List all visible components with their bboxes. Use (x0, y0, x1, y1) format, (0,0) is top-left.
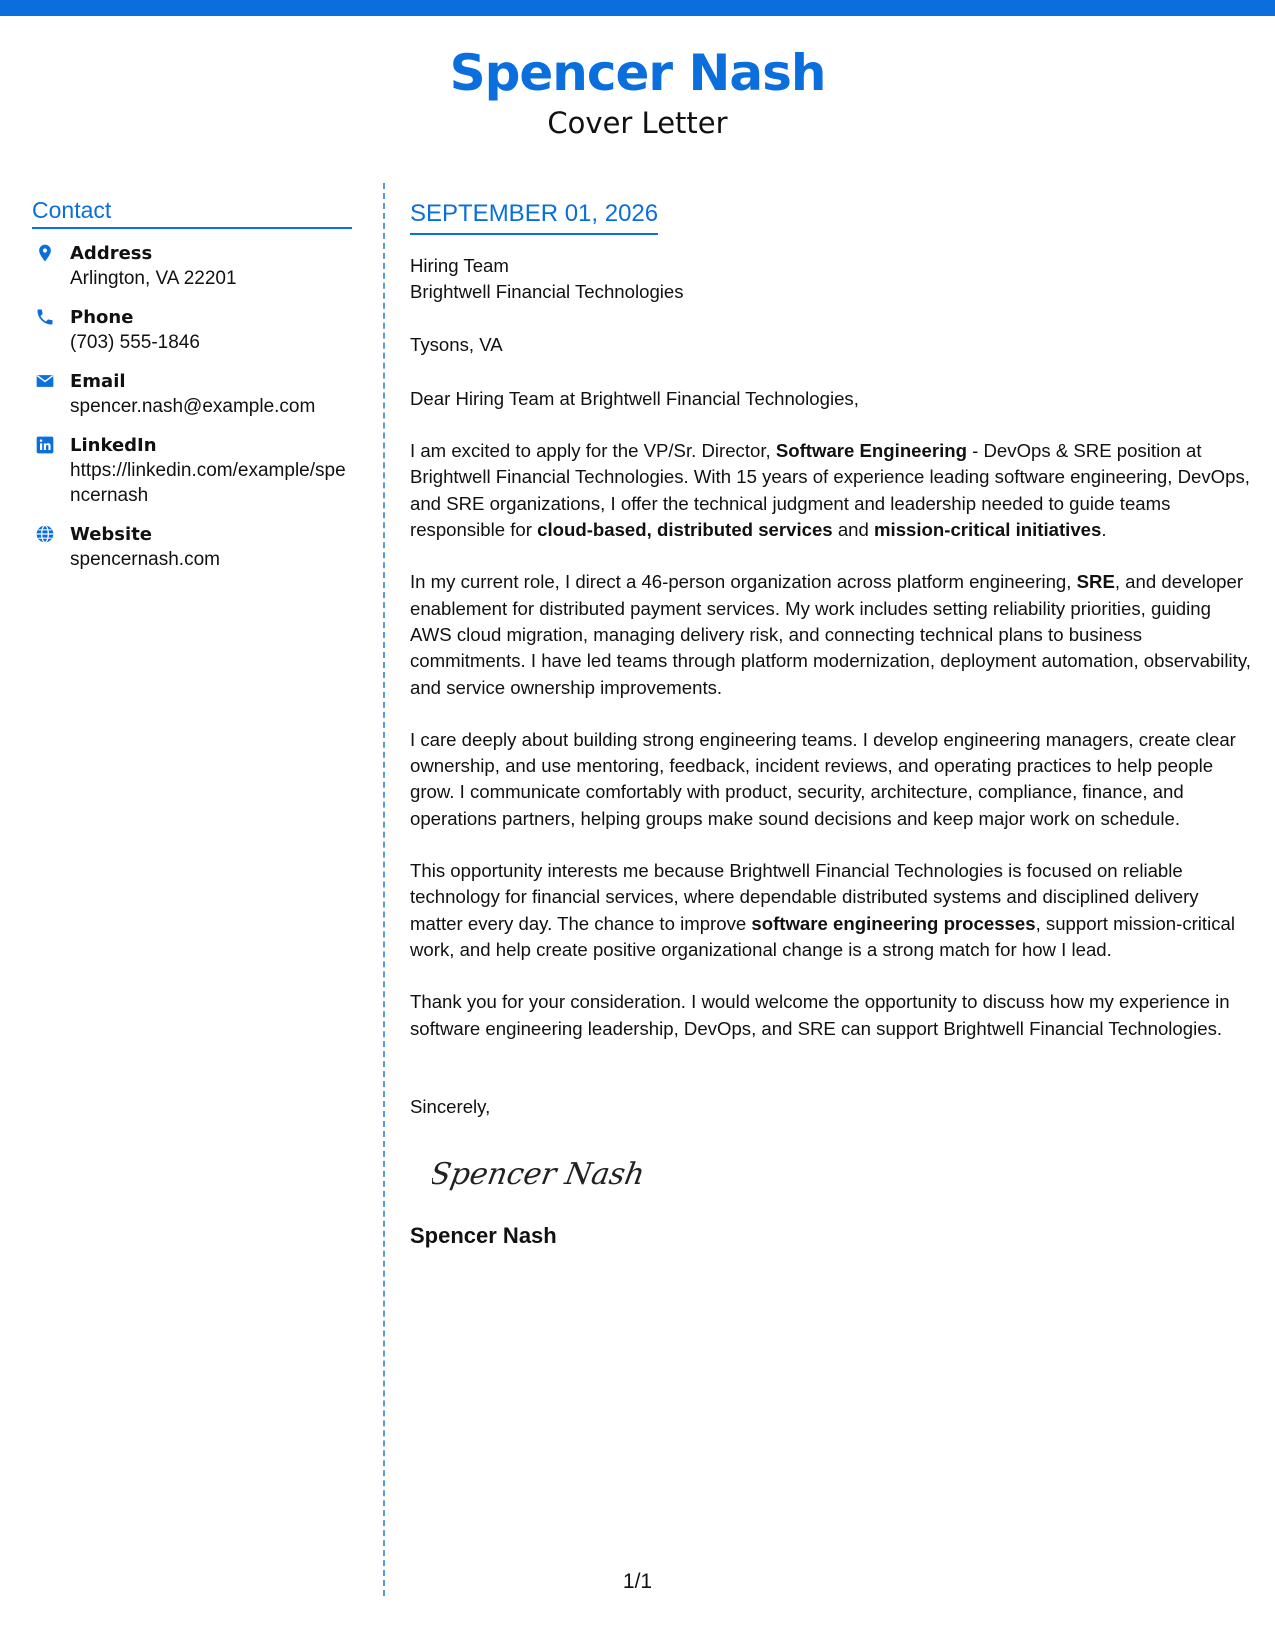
contact-label: Address (70, 243, 153, 264)
bold-run: Software Engineering (775, 440, 967, 462)
contact-heading: Contact (32, 196, 352, 229)
recipient-block (410, 253, 1252, 306)
text-run: and (832, 519, 875, 541)
recipient-line: Hiring Team (410, 255, 509, 276)
bold-run: software engineering processes (751, 912, 1036, 934)
contact-sidebar (32, 196, 352, 586)
text-run: . (1101, 519, 1107, 541)
text-run: I am excited to apply for the VP/Sr. Director, (410, 440, 776, 462)
paragraph-thanks: Thank you for your consideration. I would welcome the opportunity to discuss how my experience in software engineering leadership, DevOps, and SRE can support Brightwell Financial Technologies. (410, 991, 1230, 1039)
salutation: Dear Hiring Team at Brightwell Financial Technologies, (410, 387, 859, 409)
signer-name: Spencer Nash (410, 1223, 557, 1249)
text-run: , and developer enablement for distributed payment services. My work includes setting reliability priorities, guiding AWS cloud migration, managing delivery risk, and connecting technical plans to business commitments. I have led teams through platform modernization, deployment automation, observability, and service ownership improvements. (410, 571, 1251, 698)
address-value: Arlington, VA 22201 (70, 268, 237, 289)
page-number: 1/1 (622, 1570, 653, 1593)
bold-run: SRE (1076, 571, 1115, 593)
contact-item-website (32, 522, 352, 572)
contact-item-phone (32, 305, 352, 355)
linkedin-icon (35, 435, 55, 455)
contact-item-address (32, 241, 352, 291)
bold-run: mission-critical initiatives (874, 519, 1102, 541)
letter-date: SEPTEMBER 01, 2026 (410, 198, 658, 235)
letter-header (0, 40, 1275, 140)
text-run: - DevOps & SRE position at Brightwell Financial Technologies. With 15 years of experience leading software engineering, DevOps, and SRE organizations, I offer the technical judgment and leadership needed to guide teams responsible for (410, 440, 1250, 541)
bold-run: cloud-based, distributed services (537, 519, 833, 541)
letter-body (410, 198, 1252, 1250)
email-value[interactable]: spencer.nash@example.com (70, 396, 316, 417)
text-run: , support mission-critical work, and help create positive organizational change is a strong match for how I lead. (410, 912, 1235, 960)
text-run: In my current role, I direct a 46-person organization across platform engineering, (410, 571, 1077, 593)
paragraph-opportunity (410, 858, 1252, 963)
paragraph-teams: I care deeply about building strong engineering teams. I develop engineering managers, create clear ownership, and use mentoring, feedback, incident reviews, and operating practices to help people grow. I communicate comfortably with product, security, architecture, compliance, finance, and operations partners, helping groups make sound decisions and keep major work on schedule. (410, 728, 1236, 829)
top-accent-bar (0, 0, 1275, 16)
website-value[interactable]: spencernash.com (70, 549, 220, 570)
recipient-location: Tysons, VA (410, 333, 503, 355)
paragraph-current-role (410, 569, 1252, 700)
handwritten-signature (432, 1142, 672, 1202)
svg-text:Spencer Nash: Spencer Nash (432, 1157, 648, 1193)
contact-label: LinkedIn (70, 435, 157, 456)
recipient-company: Brightwell Financial Technologies (410, 281, 684, 303)
phone-icon (35, 307, 55, 327)
text-run: This opportunity interests me because Brightwell Financial Technologies is focused on reliable technology for financial services, where dependable distributed systems and disciplined delivery matter every day. The chance to improve (410, 860, 1199, 934)
phone-value: (703) 555-1846 (70, 332, 200, 353)
applicant-name: Spencer Nash (449, 44, 826, 102)
contact-list (32, 241, 352, 572)
contact-label: Phone (70, 307, 134, 328)
contact-label: Email (70, 371, 126, 392)
contact-label: Website (70, 524, 153, 545)
document-subtitle: Cover Letter (547, 106, 728, 140)
closing: Sincerely, (410, 1095, 491, 1117)
contact-item-linkedin (32, 433, 352, 508)
map-pin-icon (35, 243, 55, 263)
paragraph-intro (410, 438, 1252, 543)
globe-icon (35, 524, 55, 544)
email-icon (35, 371, 55, 391)
column-divider (383, 183, 385, 1596)
contact-item-email (32, 369, 352, 419)
linkedin-value[interactable]: https://linkedin.com/example/spencernash (70, 460, 346, 506)
